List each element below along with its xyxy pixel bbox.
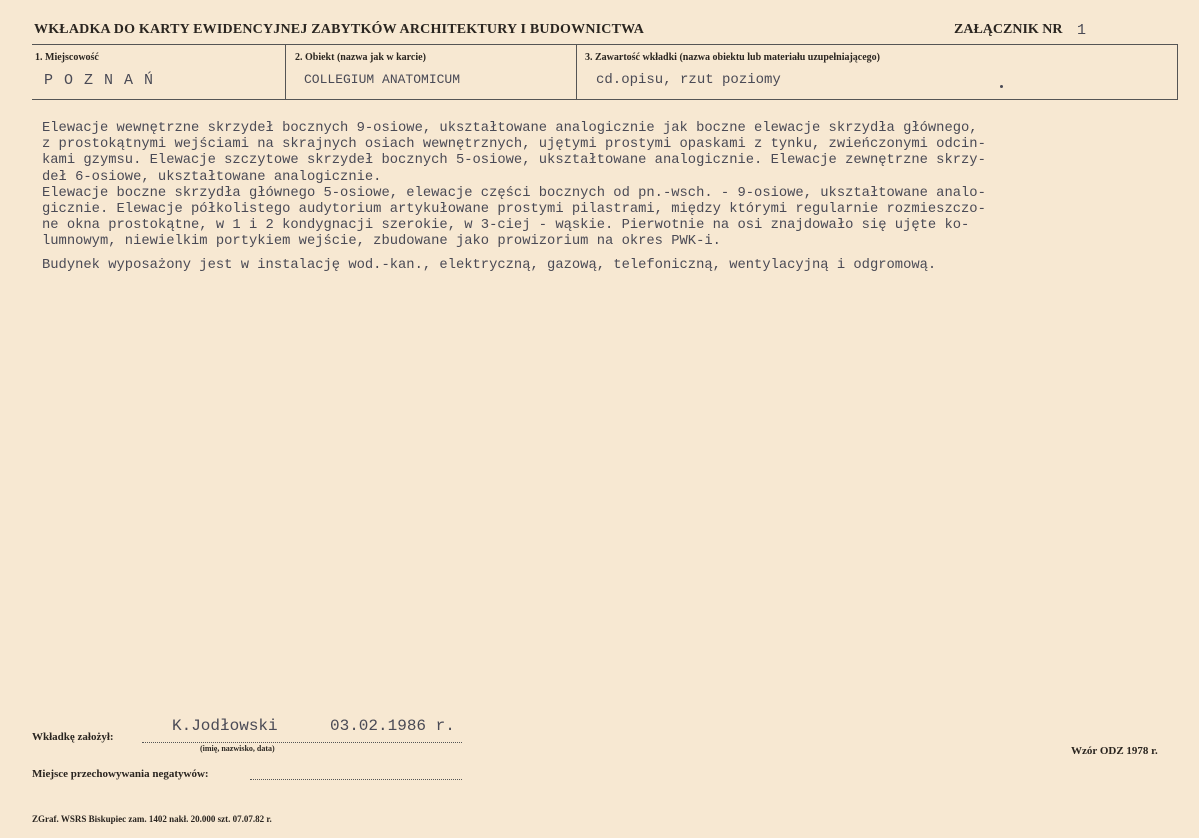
content-value: cd.opisu, rzut poziomy xyxy=(596,72,781,88)
description-paragraph-2: Budynek wyposażony jest w instalację wod.-kan., elektryczną, gazową, telefoniczną, wentylacyjną i odgromową. xyxy=(42,257,937,273)
header-rule-top xyxy=(32,44,1177,45)
founded-label: Wkładkę założył: xyxy=(32,731,114,743)
annex-number: 1 xyxy=(1077,22,1087,39)
description-line: gicznie. Elewacje półkolistego audytorium artykułowane prostymi pilastrami, między którymi regularnie rozmieszczo- xyxy=(42,202,986,218)
ink-dot xyxy=(1000,85,1003,88)
negatives-dotted-line xyxy=(250,779,462,780)
description-line: Elewacje wewnętrzne skrzydeł bocznych 9-osiowe, ukształtowane analogicznie jak boczne elewacje skrzydła głównego, xyxy=(42,121,978,136)
content-label: 3. Zawartość wkładki (nazwa obiektu lub materiału uzupełniającego) xyxy=(585,52,881,63)
negatives-label: Miejsce przechowywania negatywów: xyxy=(32,768,209,780)
description-line: z prostokątnymi wejściami na skrajnych osiach wewnętrznych, ujętymi prostymi opaskami z tynku, zwieńczonymi odcin- xyxy=(42,137,986,153)
founded-date: 03.02.1986 r. xyxy=(330,717,455,735)
founded-dotted-line xyxy=(142,742,462,743)
header-rule-bottom xyxy=(32,99,1177,100)
description-line: Elewacje boczne skrzydła głównego 5-osiowe, elewacje części bocznych od pn.-wsch. - 9-osiowe, ukształtowane analo- xyxy=(42,185,986,201)
object-label: 2. Obiekt (nazwa jak w karcie) xyxy=(295,52,426,63)
card-title: WKŁADKA DO KARTY EWIDENCYJNEJ ZABYTKÓW ARCHITEKTURY I BUDOWNICTWA xyxy=(34,22,645,37)
object-value: COLLEGIUM ANATOMICUM xyxy=(304,72,461,87)
header-divider-1 xyxy=(285,44,286,100)
founded-hint: (imię, nazwisko, data) xyxy=(200,744,275,753)
place-label: 1. Miejscowość xyxy=(35,52,99,63)
place-value: P O Z N A Ń xyxy=(44,72,155,89)
description-text xyxy=(42,121,1172,274)
annex-label: ZAŁĄCZNIK NR xyxy=(954,22,1063,37)
description-line: deł 6-osiowe, ukształtowane analogicznie. xyxy=(42,169,382,185)
founded-name: K.Jodłowski xyxy=(172,717,278,735)
description-line: kami gzymsu. Elewacje szczytowe skrzydeł bocznych 5-osiowe, ukształtowane analogicznie. Elewacje zewnętrzne skrzy- xyxy=(42,153,986,169)
description-line: lumnowym, niewielkim portykiem wejście, zbudowane jako prowizorium na okres PWK-i. xyxy=(42,234,721,250)
print-info: ZGraf. WSRS Biskupiec zam. 1402 nakł. 20.000 szt. 07.07.82 r. xyxy=(32,814,272,824)
header-divider-2 xyxy=(576,44,577,100)
header-divider-right xyxy=(1177,44,1178,100)
form-model: Wzór ODZ 1978 r. xyxy=(1071,745,1158,757)
description-line: ne okna prostokątne, w 1 i 2 kondygnacji szerokie, w 3-ciej - wąskie. Pierwotnie na osi znajdowało się ujęte ko- xyxy=(42,218,970,234)
